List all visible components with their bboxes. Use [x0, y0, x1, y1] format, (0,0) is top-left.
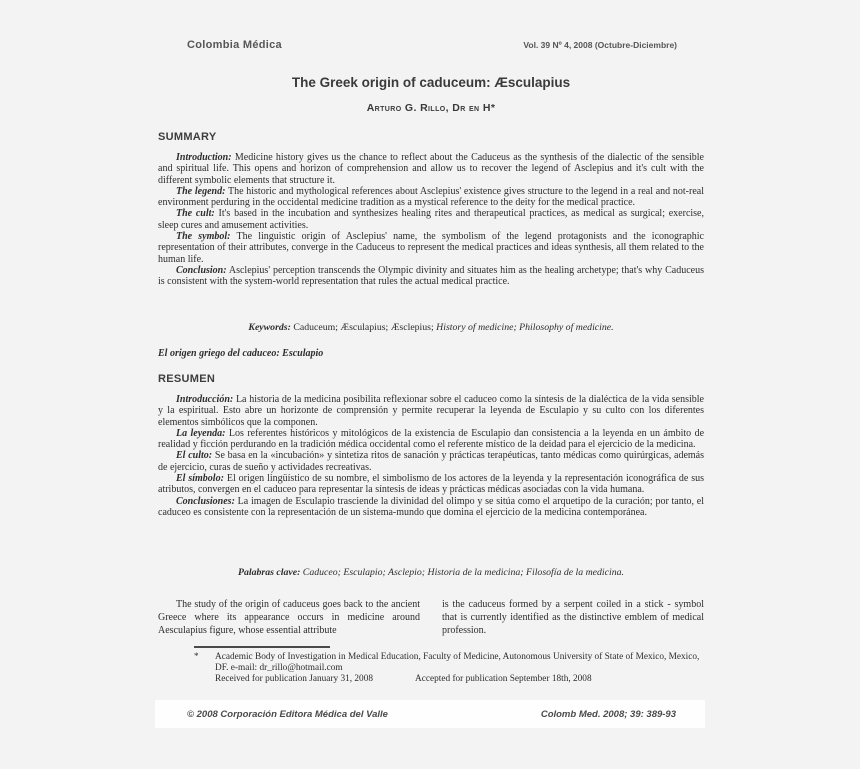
- paragraph-body: It's based in the incubation and synthesizes healing rites and therapeutical practices, as medical as surgical; exercise, sleep cures and amusement activities.: [158, 208, 705, 231]
- paragraph-body: The linguistic origin of Asclepius' name, the symbolism of the legend protagonists and the iconographic representation of their attributes, converge in the Caduceus to represent the medical practices and ideas synthesis, all them related to the human life.: [158, 231, 704, 265]
- keywords-line: [158, 322, 704, 333]
- footnote-rule: [194, 646, 330, 648]
- keywords-label: Keywords:: [248, 322, 291, 333]
- paragraph-label: El símbolo:: [176, 473, 224, 485]
- paragraph-body: La historia de la medicina posibilita reflexionar sobre el caduceo como la síntesis de la dialéctica de la vida sensible y la espiritual. Esto abre un horizonte de comprensión y permite recuperar la leyenda de Esculapio y su culto con los diferentes elementos simbólicos que la componen.: [158, 394, 704, 428]
- paragraph-label: El culto:: [176, 450, 213, 462]
- issue-info: Vol. 39 Nº 4, 2008 (Octubre-Diciembre): [523, 40, 677, 50]
- article-title: The Greek origin of caduceum: Æsculapius: [291, 75, 571, 90]
- summary-paragraph: [158, 208, 704, 231]
- summary-paragraphs: [158, 152, 704, 288]
- footer-band: [155, 700, 705, 728]
- footnote-row: [194, 652, 704, 686]
- paragraph-label: The symbol:: [176, 231, 231, 243]
- paragraph-label: Conclusion:: [176, 264, 227, 276]
- spanish-title: El origen griego del caduceo: Esculapio: [158, 348, 324, 359]
- resumen-heading: RESUMEN: [158, 373, 216, 385]
- summary-paragraph: [158, 186, 704, 209]
- footnote-affiliation: Academic Body of Investigation in Medical Education, Faculty of Medicine, Autonomous University of State of Mexico, Mexico, DF. e-mail: dr_rillo@hotmail.com: [215, 652, 700, 674]
- resumen-paragraph: [158, 496, 704, 519]
- paragraph-label: Introduction:: [176, 152, 232, 163]
- palabras-clave-line: [158, 567, 704, 578]
- paragraph-body: Asclepius' perception transcends the Olympic divinity and situates him as the healing archetype; that's why Caduceus is consistent with the system-world representation that rules the actual medical practice.: [158, 264, 704, 288]
- article-author: Arturo G. Rillo, Dr en H*: [366, 102, 496, 114]
- paragraph-label: Introducción:: [176, 394, 234, 405]
- summary-heading: SUMMARY: [158, 131, 217, 143]
- footnote-marker: *: [194, 652, 199, 662]
- footer-citation: Colomb Med. 2008; 39: 389-93: [540, 708, 676, 720]
- resumen-paragraphs: [158, 394, 704, 518]
- paragraph-body: The historic and mythological references about Asclepius' existence gives structure to the legend in a real and not-real environment perduring in the occidental medicine tradition as a mystical reference to the deity for the medical practice.: [158, 185, 705, 209]
- footnote-dates: [215, 674, 704, 685]
- paragraph-body: Los referentes históricos y mitológicos de la existencia de Esculapio dan consistencia a la leyenda en un ámbito de realidad y ficción perdurando en la tradición médica occidental como el referente místico de la deidad para el ejercicio de la medicina.: [158, 427, 705, 451]
- resumen-paragraph: [158, 450, 704, 473]
- footnote-accepted: Accepted for publication September 18th, 2008: [415, 674, 592, 685]
- palabras-clave-label: Palabras clave:: [238, 567, 301, 578]
- page-header: [187, 39, 677, 51]
- paragraph-body: Se basa en la «incubación» y sintetiza ritos de sanación y prácticas terapéuticas, tanto médicas como quirúrgicas, además de ejercicio, curas de sueño y actividades recreativas.: [158, 450, 704, 473]
- paragraph-label: The legend:: [176, 185, 226, 197]
- footnote: [194, 652, 704, 686]
- palabras-clave-terms: Caduceo; Esculapio; Asclepio; Historia de la medicina; Filosofía de la medicina.: [302, 567, 624, 578]
- resumen-paragraph: [158, 394, 704, 428]
- paragraph-label: Conclusiones:: [176, 495, 235, 507]
- paragraph-body: La imagen de Esculapio trasciende la divinidad del olimpo y se sitúa como el arquetipo de la curación; por tanto, el caduceo es consistente con la representación de un sistema-mundo que domina el ejercicio de la medicina contemporánea.: [158, 495, 704, 518]
- resumen-paragraph: [158, 473, 704, 496]
- body-column-left: The study of the origin of caduceus goes back to the ancient Greece where its appearance occurs in medicine around Aesculapius figure, whose essential attribute: [158, 599, 420, 637]
- footnote-body: [215, 652, 704, 686]
- paragraph-label: La leyenda:: [176, 427, 226, 439]
- body-columns: [158, 598, 704, 638]
- body-column-right: is the caduceus formed by a serpent coiled in a stick - symbol that is currently identified as the distinctive emblem of medical profession.: [442, 599, 704, 637]
- paragraph-body: El origen lingüístico de su nombre, el simbolismo de los actores de la leyenda y la representación iconográfica de sus atributos, convergen en el caduceo para representar la síntesis de ideas y prácticas médicas asociadas con la vida humana.: [158, 473, 704, 496]
- summary-paragraph: [158, 231, 704, 265]
- summary-paragraph: [158, 152, 704, 186]
- keywords-terms-italic: History of medicine; Philosophy of medicine.: [436, 322, 614, 333]
- footnote-received: Received for publication January 31, 2008: [215, 674, 374, 685]
- journal-name: Colombia Médica: [187, 39, 282, 51]
- footer-copyright: © 2008 Corporación Editora Médica del Valle: [187, 708, 388, 720]
- keywords-terms: Caduceum; Æsculapius; Æsclepius;: [293, 322, 434, 333]
- resumen-paragraph: [158, 428, 704, 451]
- paragraph-label: The cult:: [176, 208, 215, 220]
- summary-paragraph: [158, 265, 704, 288]
- paragraph-body: Medicine history gives us the chance to reflect about the Caduceus as the synthesis of the dialectic of the sensible and spiritual life. This opens and horizon of comprehension and allow us to recover the legend of Asclepius and it's cult with the different symbolic elements that structure it.: [158, 152, 704, 186]
